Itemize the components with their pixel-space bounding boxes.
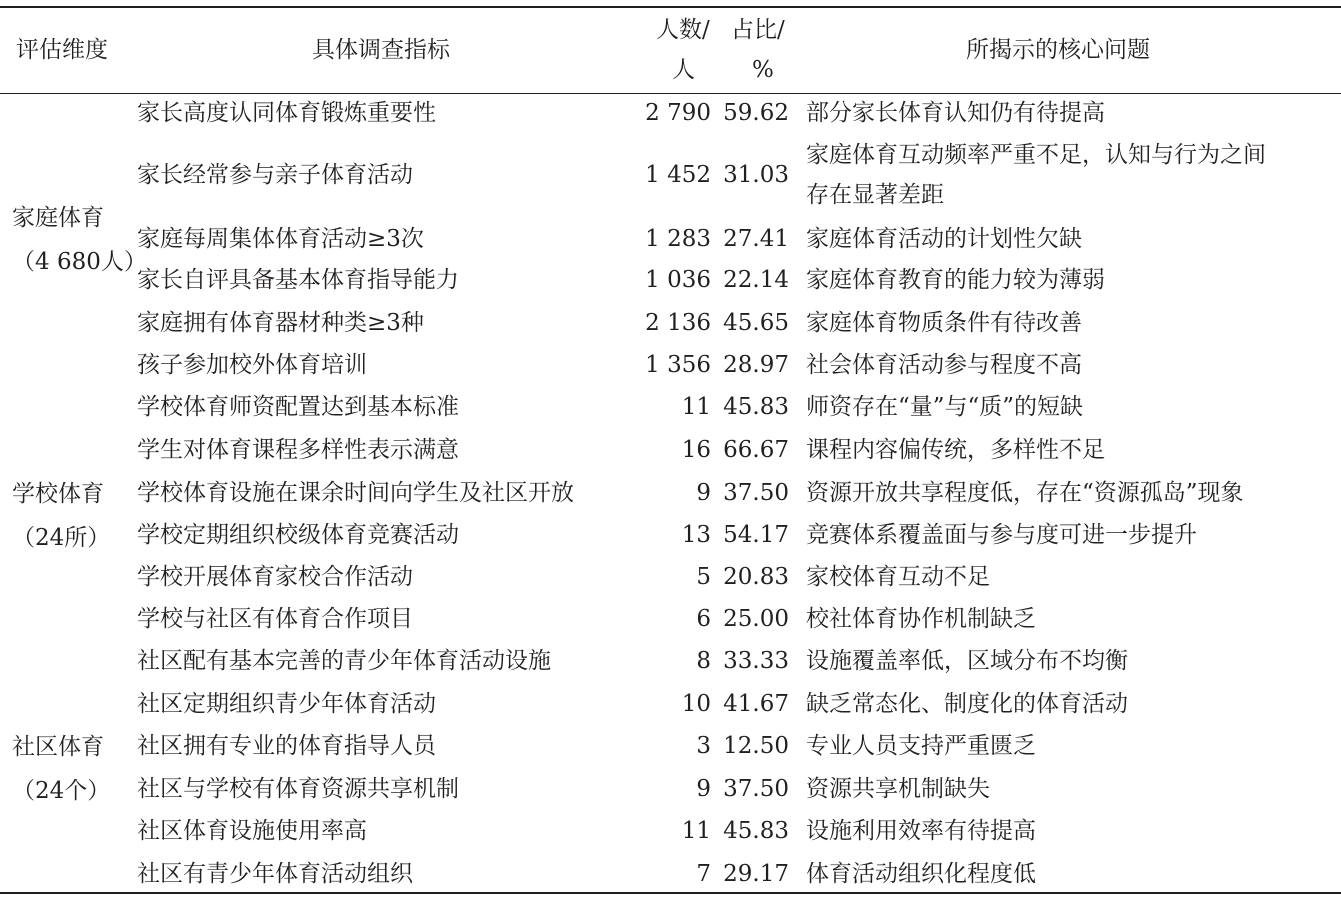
percent-cell: 41.67 [723,691,789,717]
header-dimension: 评估维度 [16,37,108,63]
percent-cell: 37.50 [723,776,789,802]
indicator-cell: 社区定期组织青少年体育活动 [137,691,436,717]
problem-cell: 家庭体育活动的计划性欠缺 [806,226,1082,252]
percent-cell: 27.41 [723,226,789,252]
problem-cell: 设施利用效率有待提高 [806,818,1036,844]
indicator-cell: 社区体育设施使用率高 [137,818,367,844]
dimension-community [12,725,110,813]
problem-cell: 家庭体育互动频率严重不足，认知与行为之间 [806,142,1266,168]
dimension-sub: （4 680人） [12,249,147,275]
percent-cell: 45.83 [723,818,789,844]
problem-cell: 竞赛体系覆盖面与参与度可进一步提升 [806,522,1197,548]
indicator-cell: 社区配有基本完善的青少年体育活动设施 [137,648,551,674]
percent-cell: 33.33 [723,648,789,674]
indicator-cell: 学校体育设施在课余时间向学生及社区开放 [137,480,574,506]
percent-cell: 28.97 [723,352,789,378]
percent-cell: 59.62 [723,100,789,126]
count-cell: 5 [696,564,711,590]
percent-cell: 25.00 [723,606,789,632]
indicator-cell: 家庭拥有体育器材种类≥3种 [137,310,424,336]
count-cell: 2 790 [645,100,711,126]
problem-cell: 缺乏常态化、制度化的体育活动 [806,691,1128,717]
problem-cell: 师资存在“量”与“质”的短缺 [806,394,1084,420]
problem-cell: 社会体育活动参与程度不高 [806,352,1082,378]
indicator-cell: 学校定期组织校级体育竞赛活动 [137,522,459,548]
percent-cell: 45.83 [723,394,789,420]
problem-cell: 资源共享机制缺失 [806,776,990,802]
problem-cell: 部分家长体育认知仍有待提高 [806,100,1105,126]
percent-cell: 66.67 [723,437,789,463]
problem-cell: 校社体育协作机制缺乏 [806,606,1036,632]
count-cell: 1 036 [645,267,711,293]
percent-cell: 20.83 [723,564,789,590]
table-header-rule [0,93,1341,94]
count-cell: 1 283 [645,226,711,252]
percent-cell: 22.14 [723,267,789,293]
problem-cell: 课程内容偏传统，多样性不足 [806,437,1105,463]
indicator-cell: 家长高度认同体育锻炼重要性 [137,100,436,126]
indicator-cell: 学校开展体育家校合作活动 [137,564,413,590]
header-count-line1: 人数/ [656,17,710,43]
indicator-cell: 社区有青少年体育活动组织 [137,861,413,887]
indicator-cell: 孩子参加校外体育培训 [137,352,367,378]
indicator-cell: 学校与社区有体育合作项目 [137,606,413,632]
problem-cell-continued: 存在显著差距 [806,182,944,208]
count-cell: 9 [696,480,711,506]
indicator-cell: 家长自评具备基本体育指导能力 [137,267,459,293]
count-cell: 10 [681,691,711,717]
dimension-sub: （24所） [12,525,111,551]
count-cell: 1 452 [645,162,711,188]
percent-cell: 54.17 [723,522,789,548]
count-cell: 7 [696,861,711,887]
count-cell: 8 [696,648,711,674]
problem-cell: 家校体育互动不足 [806,564,990,590]
problem-cell: 设施覆盖率低，区域分布不均衡 [806,648,1128,674]
percent-cell: 29.17 [723,861,789,887]
problem-cell: 体育活动组织化程度低 [806,861,1036,887]
count-cell: 13 [681,522,711,548]
header-problem: 所揭示的核心问题 [966,37,1150,63]
indicator-cell: 学生对体育课程多样性表示满意 [137,437,459,463]
percent-cell: 12.50 [723,733,789,759]
count-cell: 11 [681,394,711,420]
header-pct-line2: % [752,57,774,83]
count-cell: 16 [681,437,711,463]
header-count-line2: 人 [672,57,695,83]
count-cell: 6 [696,606,711,632]
count-cell: 11 [681,818,711,844]
indicator-cell: 社区拥有专业的体育指导人员 [137,733,436,759]
dimension-school [12,472,110,560]
table-bottom-rule [0,892,1341,894]
percent-cell: 31.03 [723,162,789,188]
problem-cell: 家庭体育教育的能力较为薄弱 [806,267,1105,293]
percent-cell: 37.50 [723,480,789,506]
dimension-sub: （24个） [12,778,111,804]
percent-cell: 45.65 [723,310,789,336]
dimension-name: 社区体育 [12,734,104,760]
count-cell: 9 [696,776,711,802]
header-indicator: 具体调查指标 [312,37,450,63]
count-cell: 2 136 [645,310,711,336]
problem-cell: 资源开放共享程度低，存在“资源孤岛”现象 [806,480,1244,506]
header-pct-line1: 占比/ [731,17,785,43]
count-cell: 1 356 [645,352,711,378]
table-top-rule [0,6,1341,8]
indicator-cell: 社区与学校有体育资源共享机制 [137,776,459,802]
indicator-cell: 家长经常参与亲子体育活动 [137,162,413,188]
dimension-family [12,196,147,284]
indicator-cell: 家庭每周集体体育活动≥3次 [137,226,424,252]
dimension-name: 学校体育 [12,481,104,507]
problem-cell: 家庭体育物质条件有待改善 [806,310,1082,336]
problem-cell: 专业人员支持严重匮乏 [806,733,1036,759]
indicator-cell: 学校体育师资配置达到基本标准 [137,394,459,420]
dimension-name: 家庭体育 [12,205,104,231]
count-cell: 3 [696,733,711,759]
